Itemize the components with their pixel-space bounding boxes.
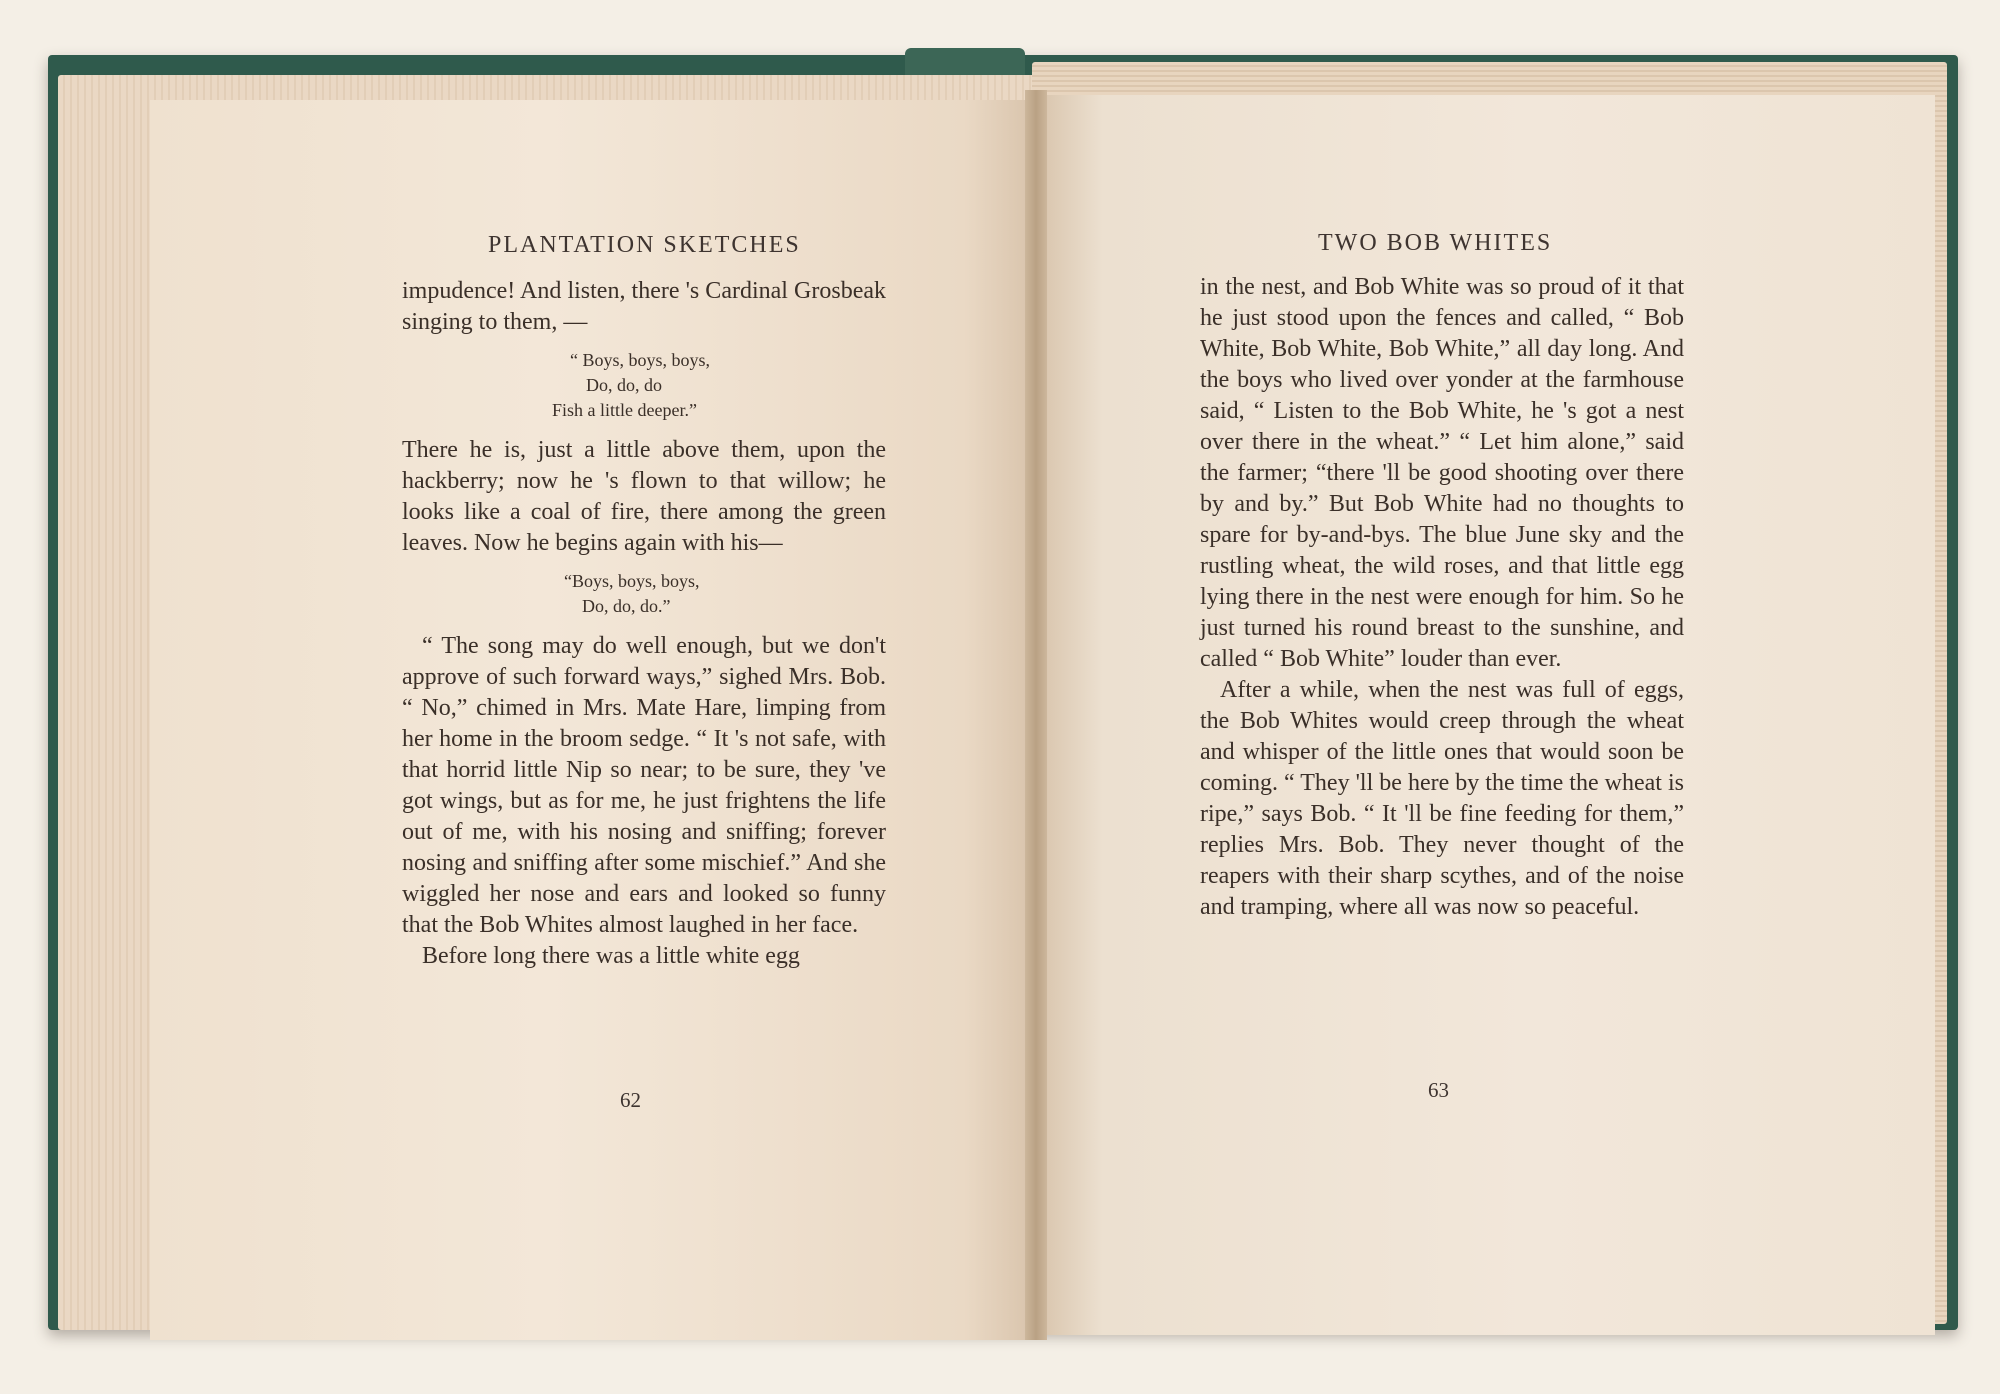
verse-line: Fish a little deeper.” bbox=[552, 400, 697, 420]
verse-line: Do, do, do.” bbox=[582, 596, 671, 616]
left-text-block bbox=[402, 276, 886, 972]
verse-line: “ Boys, boys, boys, bbox=[570, 350, 711, 370]
left-verse-2 bbox=[402, 569, 886, 619]
right-running-head: TWO BOB WHITES bbox=[1318, 230, 1553, 256]
book-gutter bbox=[1025, 90, 1047, 1340]
left-paragraph-3: “ The song may do well enough, but we don't approve of such forward ways,” sighed Mrs. Bob. “ No,” chimed in Mrs. Mate Hare, limping from her home in the broom sedge. “ It 's not safe, with that horrid little Nip so near; to be sure, they 've got wings, but as for me, he just frightens the life out of me, with his nosing and sniffing; forever nosing and sniffing after some mischief.” And she wiggled her nose and ears and looked so funny that the Bob Whites almost laughed in her face. bbox=[402, 633, 886, 938]
left-verse-1 bbox=[402, 348, 886, 423]
right-paragraph-1: in the nest, and Bob White was so proud of it that he just stood upon the fences and called, “ Bob White, Bob White, Bob White,” all day long. And the boys who lived over yonder at the farmhouse said, “ Listen to the Bob White, he 's got a nest over there in the wheat.” “ Let him alone,” said the farmer; “there 'll be good shooting over there by and by.” But Bob White had no thoughts to spare for by-and-bys. The blue June sky and the rustling wheat, the wild roses, and that little egg lying there in the nest were enough for him. So he just turned his round breast to the sunshine, and called “ Bob White” louder than ever. bbox=[1200, 274, 1684, 672]
verse-line: “Boys, boys, boys, bbox=[564, 571, 700, 591]
right-page-number: 63 bbox=[1428, 1078, 1449, 1102]
left-page-number: 62 bbox=[620, 1088, 641, 1112]
right-paragraph-2: After a while, when the nest was full of eggs, the Bob Whites would creep through the wheat and whisper of the little ones that would soon be coming. “ They 'll be here by the time the wheat is ripe,” says Bob. “ It 'll be fine feeding for them,” replies Mrs. Bob. They never thought of the reapers with their sharp scythes, and of the noise and tramping, where all was now so peaceful. bbox=[1200, 677, 1684, 920]
left-paragraph-1: impudence! And listen, there 's Cardinal Grosbeak singing to them, — bbox=[402, 278, 886, 335]
left-running-head: PLANTATION SKETCHES bbox=[488, 232, 801, 258]
verse-line: Do, do, do bbox=[586, 375, 662, 395]
left-paragraph-2: There he is, just a little above them, upon the hackberry; now he 's flown to that willow; he looks like a coal of fire, there among the green leaves. Now he begins again with his— bbox=[402, 437, 886, 556]
right-text-block bbox=[1200, 272, 1684, 923]
left-paragraph-4: Before long there was a little white egg bbox=[422, 943, 800, 969]
